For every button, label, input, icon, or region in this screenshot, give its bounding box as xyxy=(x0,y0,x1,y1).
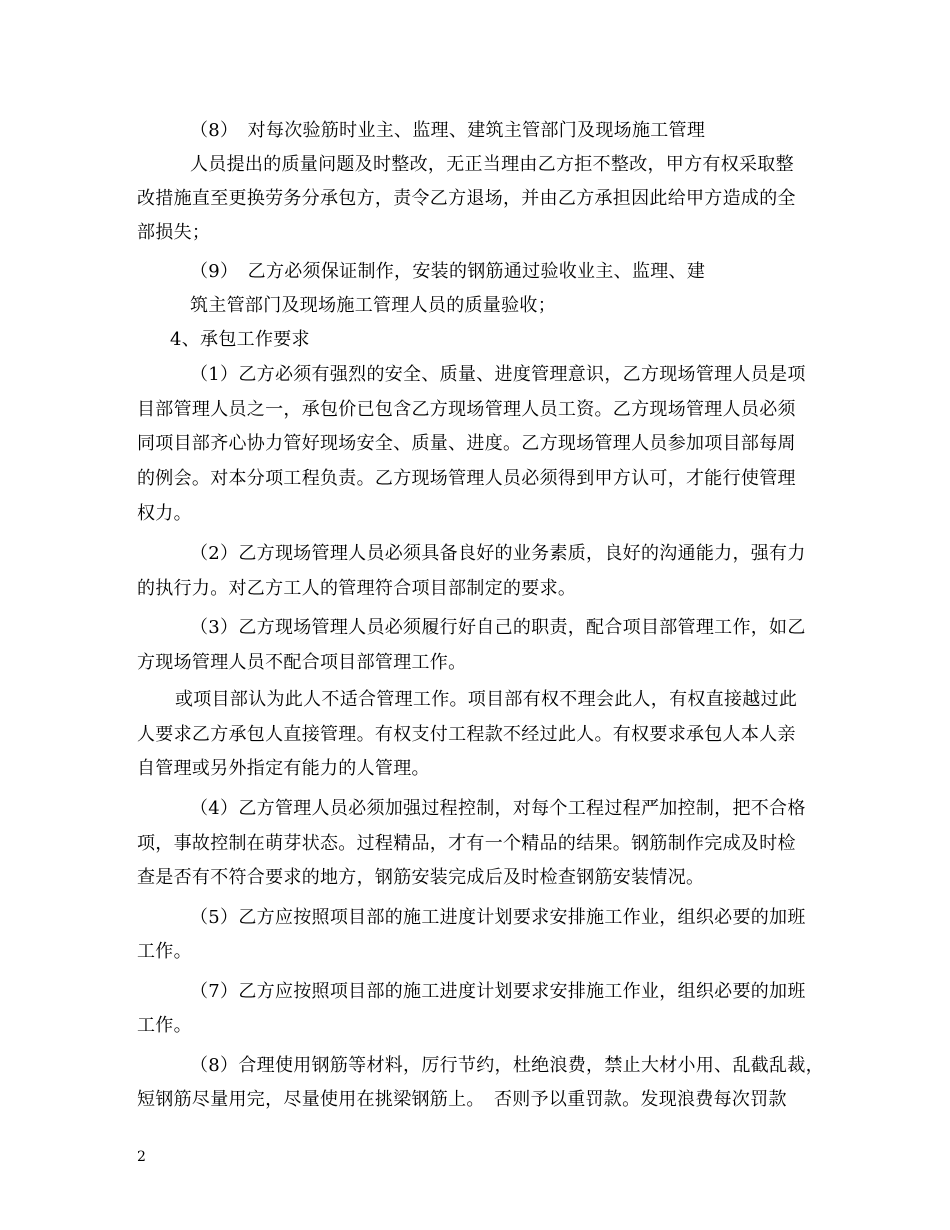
text-line: 目部管理人员之一，承包价已包含乙方现场管理人员工资。乙方现场管理人员必须 xyxy=(137,399,796,420)
text-line: 的执行力。对乙方工人的管理符合项目部制定的要求。 xyxy=(137,578,577,599)
text-line: （1）乙方必须有强烈的安全、质量、进度管理意识，乙方现场管理人员是项 xyxy=(190,364,806,385)
text-line: （8）合理使用钢筋等材料，厉行节约，杜绝浪费，禁止大材小用、乱截乱裁， xyxy=(190,1055,824,1076)
text-line: （4）乙方管理人员必须加强过程控制，对每个工程过程严加控制，把不合格 xyxy=(190,798,806,819)
text-line: 短钢筋尽量用完，尽量使用在挑梁钢筋上。 否则予以重罚款。发现浪费每次罚款 xyxy=(137,1089,787,1110)
text-line: 查是否有不符合要求的地方，钢筋安装完成后及时检查钢筋安装情况。 xyxy=(137,867,705,888)
text-line: 方现场管理人员不配合项目部管理工作。 xyxy=(137,652,467,673)
section-heading: 4、承包工作要求 xyxy=(170,329,310,350)
text-line: 工作。 xyxy=(137,941,192,962)
text-line: 同项目部齐心协力管好现场安全、质量、进度。乙方现场管理人员参加项目部每周 xyxy=(137,433,796,454)
text-line: （3）乙方现场管理人员必须履行好自己的职责，配合项目部管理工作，如乙 xyxy=(190,617,806,638)
text-line: 或项目部认为此人不适合管理工作。项目部有权不理会此人，有权直接越过此 xyxy=(175,689,798,710)
text-line: 工作。 xyxy=(137,1015,192,1036)
text-line: （7）乙方应按照项目部的施工进度计划要求安排施工作业，组织必要的加班 xyxy=(190,981,806,1002)
text-line: 部损失； xyxy=(137,222,211,243)
text-line: 筑主管部门及现场施工管理人员的质量验收； xyxy=(190,295,556,316)
text-line: （8） 对每次验筋时业主、监理、建筑主管部门及现场施工管理 xyxy=(190,120,706,141)
text-line: （9） 乙方必须保证制作，安装的钢筋通过验收业主、监理、建 xyxy=(190,261,706,282)
text-line: （5）乙方应按照项目部的施工进度计划要求安排施工作业，组织必要的加班 xyxy=(190,907,806,928)
text-line: 自管理或另外指定有能力的人管理。 xyxy=(137,758,430,779)
text-line: 的例会。对本分项工程负责。乙方现场管理人员必须得到甲方认可，才能行使管理 xyxy=(137,468,796,489)
text-line: 权力。 xyxy=(137,503,192,524)
text-line: 改措施直至更换劳务分承包方，责令乙方退场，并由乙方承担因此给甲方造成的全 xyxy=(137,188,796,209)
text-line: （2）乙方现场管理人员必须具备良好的业务素质，良好的沟通能力，强有力 xyxy=(190,543,806,564)
text-line: 人要求乙方承包人直接管理。有权支付工程款不经过此人。有权要求承包人本人亲 xyxy=(137,724,796,745)
text-line: 项，事故控制在萌芽状态。过程精品，才有一个精品的结果。钢筋制作完成及时检 xyxy=(137,833,796,854)
page-number: 2 xyxy=(137,1149,146,1165)
text-line: 人员提出的质量问题及时整改，无正当理由乙方拒不整改，甲方有权采取整 xyxy=(190,154,794,175)
